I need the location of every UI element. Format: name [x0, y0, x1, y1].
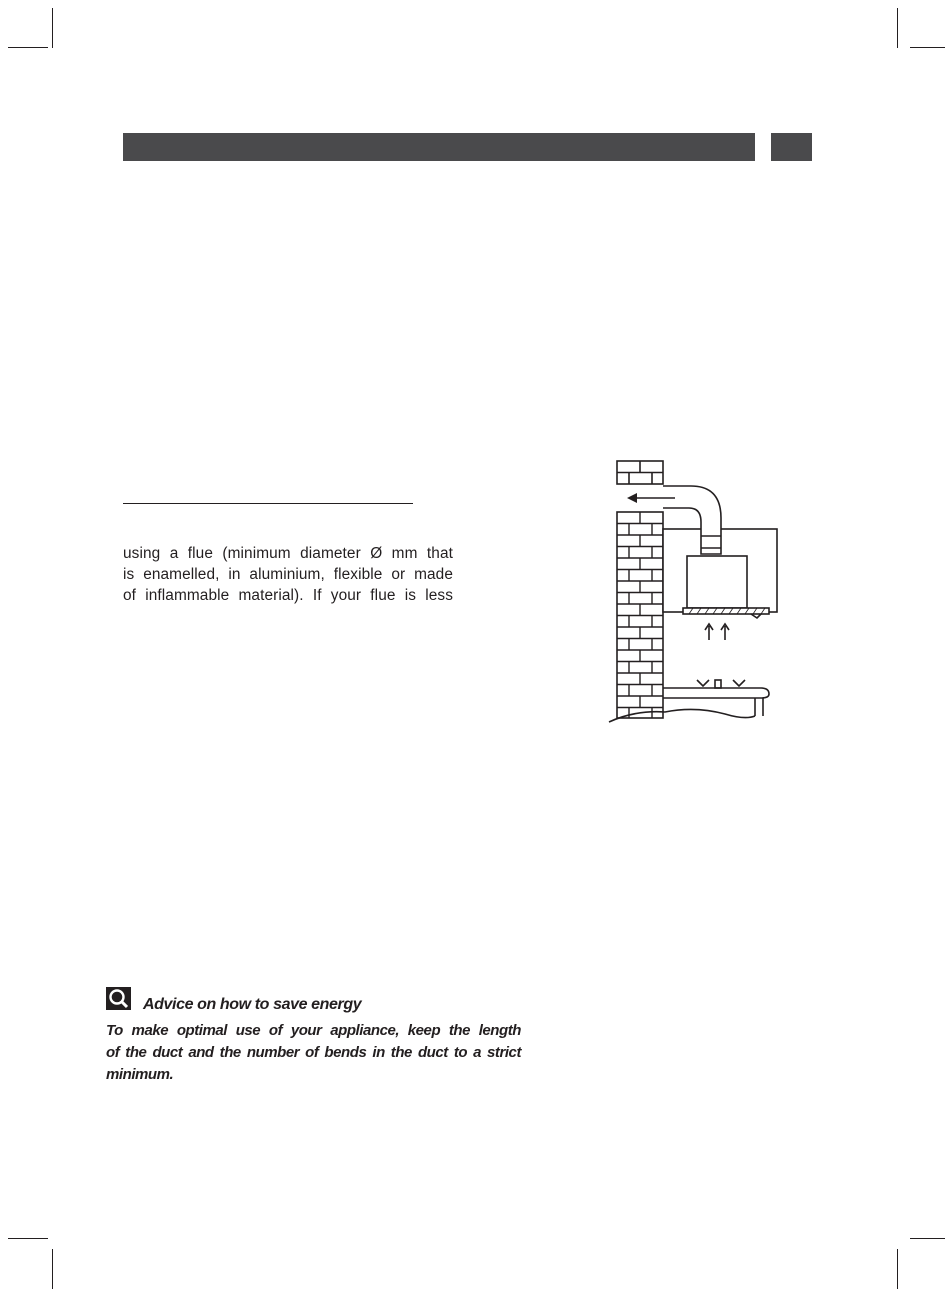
crop-mark-top-left-h: [8, 47, 48, 48]
section-heading-rule: [123, 503, 413, 504]
crop-mark-bottom-left-h: [8, 1238, 48, 1239]
advice-body-line: To make optimal use of your appliance, keep the length: [106, 1022, 521, 1039]
flue-paragraph-line: of inflammable material). If your flue is less: [123, 587, 453, 604]
flue-paragraph-line: using a flue (minimum diameter Ø mm that: [123, 545, 453, 562]
crop-mark-bottom-right-v: [897, 1249, 898, 1289]
advice-body-line: of the duct and the number of bends in the duct to a strict: [106, 1044, 521, 1061]
crop-mark-top-right-v: [897, 8, 898, 48]
hood-duct-installation-diagram: [605, 458, 785, 726]
header-bar: [123, 133, 755, 161]
magnifier-icon: [106, 987, 131, 1010]
flue-paragraph: [123, 543, 453, 606]
advice-title: Advice on how to save energy: [143, 996, 362, 1013]
advice-body: [106, 1020, 521, 1086]
crop-mark-bottom-right-h: [910, 1238, 945, 1239]
crop-mark-top-left-v: [52, 8, 53, 48]
crop-mark-top-right-h: [910, 47, 945, 48]
page-number-tab: [771, 133, 812, 161]
crop-mark-bottom-left-v: [52, 1249, 53, 1289]
flue-paragraph-line: is enamelled, in aluminium, flexible or made: [123, 566, 453, 583]
advice-body-line: minimum.: [106, 1066, 174, 1083]
